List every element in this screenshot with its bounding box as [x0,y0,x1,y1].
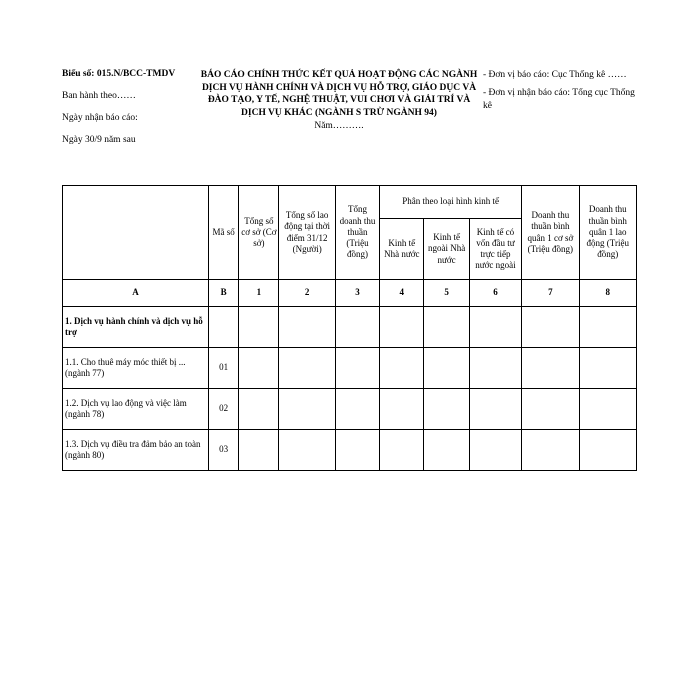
col-label: 3 [335,280,379,307]
empty-cell [239,348,279,389]
empty-cell [424,307,469,348]
empty-cell [469,307,521,348]
row-name: 1.2. Dịch vụ lao động và việc làm (ngành 78) [63,389,209,430]
column-label-row [63,280,637,307]
empty-cell [335,348,379,389]
empty-cell [424,389,469,430]
empty-cell [579,307,636,348]
empty-cell [279,430,335,471]
table-row [63,307,637,348]
empty-cell [522,389,579,430]
empty-cell [380,307,424,348]
empty-cell [239,307,279,348]
header-establishments: Tổng số cơ sở (Cơ sở) [239,186,279,280]
row-code: 02 [209,389,239,430]
empty-cell [424,430,469,471]
report-table [62,185,637,471]
header-left-block [62,69,204,157]
empty-cell [335,430,379,471]
row-code: 01 [209,348,239,389]
issued-by: Ban hành theo…… [62,90,136,101]
header-right-block [483,69,643,118]
col-label: B [209,280,239,307]
empty-cell [469,389,521,430]
report-year: Năm………. [314,121,364,132]
header-by-type: Phân theo loại hình kinh tế [380,186,522,219]
table-row [63,348,637,389]
empty-cell [522,430,579,471]
col-label: 7 [522,280,579,307]
empty-cell [335,307,379,348]
empty-cell [239,430,279,471]
empty-cell [522,307,579,348]
col-label: 6 [469,280,521,307]
row-code [209,307,239,348]
empty-cell [335,389,379,430]
header-name [63,186,209,280]
empty-cell [279,389,335,430]
header-avg-per-worker: Doanh thu thuần bình quân 1 lao động (Triệu đồng) [579,186,636,280]
header-center-block [198,69,480,133]
header-code: Mã số [209,186,239,280]
empty-cell [380,389,424,430]
empty-cell [579,389,636,430]
col-label: A [63,280,209,307]
empty-cell [279,348,335,389]
col-label: 2 [279,280,335,307]
empty-cell [469,430,521,471]
col-label: 8 [579,280,636,307]
empty-cell [579,430,636,471]
table-row [63,389,637,430]
header-workers: Tổng số lao động tại thời điểm 31/12 (Người) [279,186,335,280]
header-row-1 [63,186,637,219]
reporting-unit: - Đơn vị báo cáo: Cục Thống kê …… [483,70,627,80]
empty-cell [279,307,335,348]
col-label: 5 [424,280,469,307]
receive-date-label: Ngày nhận báo cáo: [62,112,138,123]
row-name: 1.3. Dịch vụ điều tra đảm bảo an toàn (ngành 80) [63,430,209,471]
table-row [63,430,637,471]
col-label: 1 [239,280,279,307]
header-avg-per-establishment: Doanh thu thuần bình quân 1 cơ sở (Triệu đồng) [522,186,579,280]
empty-cell [380,430,424,471]
header-non-state: Kinh tế ngoài Nhà nước [424,219,469,280]
empty-cell [522,348,579,389]
row-code: 03 [209,430,239,471]
row-name: 1. Dịch vụ hành chính và dịch vụ hỗ trợ [63,307,209,348]
receive-date-value: Ngày 30/9 năm sau [62,134,136,145]
header-revenue: Tổng doanh thu thuần (Triệu đồng) [335,186,379,280]
empty-cell [424,348,469,389]
report-title: BÁO CÁO CHÍNH THỨC KẾT QUẢ HOẠT ĐỘNG CÁC NGÀNH DỊCH VỤ HÀNH CHÍNH VÀ DỊCH VỤ HỖ TRỢ, GIÁO DỤC VÀ ĐÀO TẠO, Y TẾ, NGHỆ THUẬT, VUI CHƠI VÀ GIẢI TRÍ VÀ DỊCH VỤ KHÁC (NGÀNH S TRỪ NGÀNH 94) [200,70,478,118]
header-state: Kinh tế Nhà nước [380,219,424,280]
empty-cell [579,348,636,389]
empty-cell [469,348,521,389]
header-fdi: Kinh tế có vốn đầu tư trực tiếp nước ngoài [469,219,521,280]
empty-cell [239,389,279,430]
empty-cell [380,348,424,389]
receiving-unit: - Đơn vị nhận báo cáo: Tổng cục Thống kê [483,88,635,111]
row-name: 1.1. Cho thuê máy móc thiết bị ... (ngành 77) [63,348,209,389]
form-code: Biểu số: 015.N/BCC-TMDV [62,69,176,79]
col-label: 4 [380,280,424,307]
